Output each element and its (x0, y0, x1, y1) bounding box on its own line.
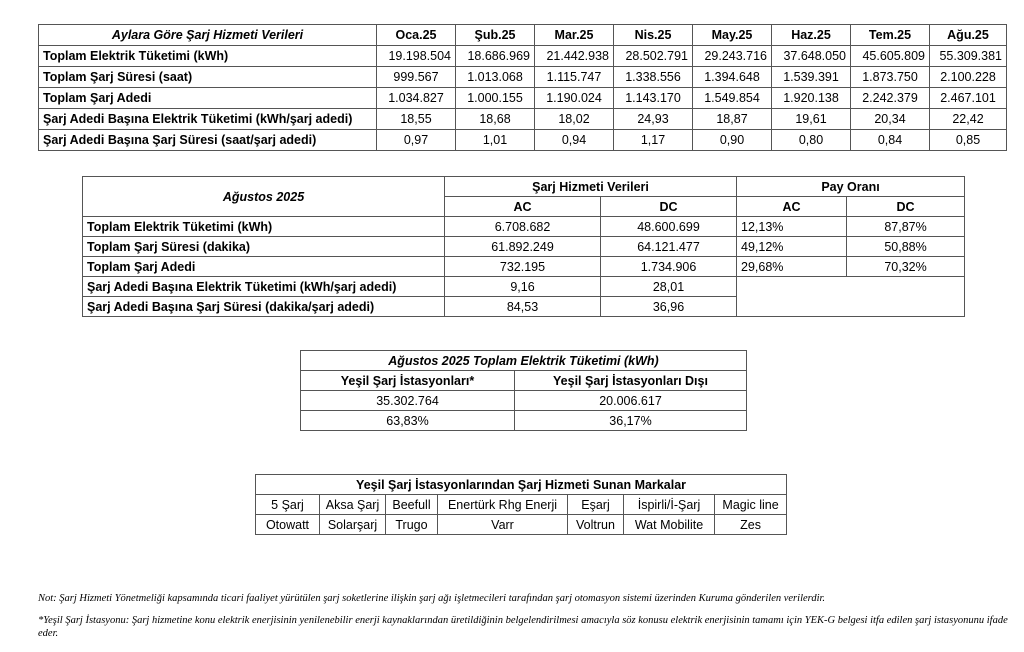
table-row (39, 67, 1007, 88)
table-title: Aylara Göre Şarj Hizmeti Verileri (39, 25, 377, 46)
footnote-green-station: *Yeşil Şarj İstasyonu: Şarj hizmetine konu elektrik enerjisinin yenilenebilir enerji kaynaklarından üretildiğinin belgelendirilmesi amacıyla söz konusu elektrik enerjisinin tamamı için YEK-G belgesi itfa edilen şarj istasyonunu ifade eder. (38, 615, 1008, 639)
cell-value: 64.121.477 (601, 237, 737, 257)
cell-value: 1.873.750 (851, 67, 930, 88)
table-header-row (301, 351, 747, 371)
cell-value: 1.143.170 (614, 88, 693, 109)
row-label: Şarj Adedi Başına Elektrik Tüketimi (kWh/şarj adedi) (83, 277, 445, 297)
column-header: Yeşil Şarj İstasyonları Dışı (515, 371, 747, 391)
brand-cell: Voltrun (568, 515, 624, 535)
group-header: Şarj Hizmeti Verileri (445, 177, 737, 197)
month-header: Nis.25 (614, 25, 693, 46)
table-row (39, 130, 1007, 151)
cell-value: 9,16 (445, 277, 601, 297)
cell-value: 24,93 (614, 109, 693, 130)
brand-cell: Varr (438, 515, 568, 535)
footnote-data-source: Not: Şarj Hizmeti Yönetmeliği kapsamında ticari faaliyet yürütülen şarj soketlerine ilişkin şarj ağı işletmecileri tarafından şarj otomasyon sistemi üzerinden Kuruma gönderilen verilerdir. (38, 593, 826, 604)
cell-value: 1.549.854 (693, 88, 772, 109)
column-header: DC (601, 197, 737, 217)
cell-value: 0,85 (930, 130, 1007, 151)
cell-value: 55.309.381 (930, 46, 1007, 67)
row-label: Toplam Elektrik Tüketimi (kWh) (83, 217, 445, 237)
cell-value: 1.394.648 (693, 67, 772, 88)
table-title: Yeşil Şarj İstasyonlarından Şarj Hizmeti Sunan Markalar (256, 475, 787, 495)
cell-value: 19,61 (772, 109, 851, 130)
cell-value: 37.648.050 (772, 46, 851, 67)
table-row (301, 411, 747, 431)
row-label: Şarj Adedi Başına Şarj Süresi (dakika/şarj adedi) (83, 297, 445, 317)
cell-value: 48.600.699 (601, 217, 737, 237)
cell-value: 18,87 (693, 109, 772, 130)
cell-value: 2.242.379 (851, 88, 930, 109)
cell-value: 36,17% (515, 411, 747, 431)
brand-cell: Eşarj (568, 495, 624, 515)
cell-value: 1.190.024 (535, 88, 614, 109)
brand-cell: Trugo (386, 515, 438, 535)
green-station-consumption-table (300, 350, 747, 431)
brand-cell: İspirli/İ-Şarj (624, 495, 715, 515)
cell-value: 50,88% (847, 237, 965, 257)
brand-cell: Solarşarj (320, 515, 386, 535)
cell-value: 1.539.391 (772, 67, 851, 88)
cell-value: 0,90 (693, 130, 772, 151)
column-header: Yeşil Şarj İstasyonları* (301, 371, 515, 391)
month-header: Ağu.25 (930, 25, 1007, 46)
cell-value: 49,12% (737, 237, 847, 257)
cell-value: 0,94 (535, 130, 614, 151)
month-header: Şub.25 (456, 25, 535, 46)
table-row (83, 217, 965, 237)
cell-value: 70,32% (847, 257, 965, 277)
cell-value: 18.686.969 (456, 46, 535, 67)
row-label: Toplam Şarj Süresi (dakika) (83, 237, 445, 257)
row-label: Şarj Adedi Başına Şarj Süresi (saat/şarj adedi) (39, 130, 377, 151)
empty-cell (737, 277, 965, 317)
brand-cell: Magic line (715, 495, 787, 515)
row-label: Toplam Şarj Adedi (83, 257, 445, 277)
brand-cell: Wat Mobilite (624, 515, 715, 535)
cell-value: 0,97 (377, 130, 456, 151)
cell-value: 29,68% (737, 257, 847, 277)
cell-value: 0,80 (772, 130, 851, 151)
column-header: AC (737, 197, 847, 217)
table-header-row (83, 177, 965, 197)
cell-value: 87,87% (847, 217, 965, 237)
brand-cell: Otowatt (256, 515, 320, 535)
cell-value: 20,34 (851, 109, 930, 130)
cell-value: 28,01 (601, 277, 737, 297)
cell-value: 19.198.504 (377, 46, 456, 67)
august-ac-dc-table (82, 176, 965, 317)
table-row (83, 257, 965, 277)
table-row (301, 391, 747, 411)
brand-cell: Zes (715, 515, 787, 535)
table-row (39, 88, 1007, 109)
cell-value: 999.567 (377, 67, 456, 88)
month-header: Tem.25 (851, 25, 930, 46)
table-row (83, 277, 965, 297)
cell-value: 12,13% (737, 217, 847, 237)
column-header: AC (445, 197, 601, 217)
table-title: Ağustos 2025 Toplam Elektrik Tüketimi (kWh) (301, 351, 747, 371)
cell-value: 1.115.747 (535, 67, 614, 88)
row-label: Şarj Adedi Başına Elektrik Tüketimi (kWh/şarj adedi) (39, 109, 377, 130)
table-row (83, 237, 965, 257)
row-label: Toplam Elektrik Tüketimi (kWh) (39, 46, 377, 67)
cell-value: 1.338.556 (614, 67, 693, 88)
table-row (39, 109, 1007, 130)
cell-value: 2.100.228 (930, 67, 1007, 88)
cell-value: 29.243.716 (693, 46, 772, 67)
green-station-brands-table (255, 474, 787, 535)
month-header: May.25 (693, 25, 772, 46)
month-header: Oca.25 (377, 25, 456, 46)
group-header: Pay Oranı (737, 177, 965, 197)
cell-value: 20.006.617 (515, 391, 747, 411)
cell-value: 21.442.938 (535, 46, 614, 67)
cell-value: 1.734.906 (601, 257, 737, 277)
cell-value: 1,01 (456, 130, 535, 151)
table-row (256, 495, 787, 515)
cell-value: 2.467.101 (930, 88, 1007, 109)
column-header: DC (847, 197, 965, 217)
cell-value: 28.502.791 (614, 46, 693, 67)
table-title: Ağustos 2025 (83, 177, 445, 217)
table-row (256, 515, 787, 535)
cell-value: 61.892.249 (445, 237, 601, 257)
cell-value: 18,55 (377, 109, 456, 130)
cell-value: 35.302.764 (301, 391, 515, 411)
cell-value: 1.034.827 (377, 88, 456, 109)
cell-value: 0,84 (851, 130, 930, 151)
cell-value: 1.000.155 (456, 88, 535, 109)
table-header-row (256, 475, 787, 495)
cell-value: 1,17 (614, 130, 693, 151)
row-label: Toplam Şarj Süresi (saat) (39, 67, 377, 88)
cell-value: 36,96 (601, 297, 737, 317)
brand-cell: Enertürk Rhg Enerji (438, 495, 568, 515)
cell-value: 1.013.068 (456, 67, 535, 88)
cell-value: 22,42 (930, 109, 1007, 130)
brand-cell: Aksa Şarj (320, 495, 386, 515)
cell-value: 45.605.809 (851, 46, 930, 67)
table-header-row (39, 25, 1007, 46)
row-label: Toplam Şarj Adedi (39, 88, 377, 109)
monthly-charging-table (38, 24, 1007, 151)
table-subheader-row (301, 371, 747, 391)
brand-cell: Beefull (386, 495, 438, 515)
cell-value: 18,68 (456, 109, 535, 130)
table-row (39, 46, 1007, 67)
cell-value: 732.195 (445, 257, 601, 277)
month-header: Mar.25 (535, 25, 614, 46)
cell-value: 63,83% (301, 411, 515, 431)
cell-value: 6.708.682 (445, 217, 601, 237)
month-header: Haz.25 (772, 25, 851, 46)
cell-value: 84,53 (445, 297, 601, 317)
cell-value: 18,02 (535, 109, 614, 130)
brand-cell: 5 Şarj (256, 495, 320, 515)
cell-value: 1.920.138 (772, 88, 851, 109)
